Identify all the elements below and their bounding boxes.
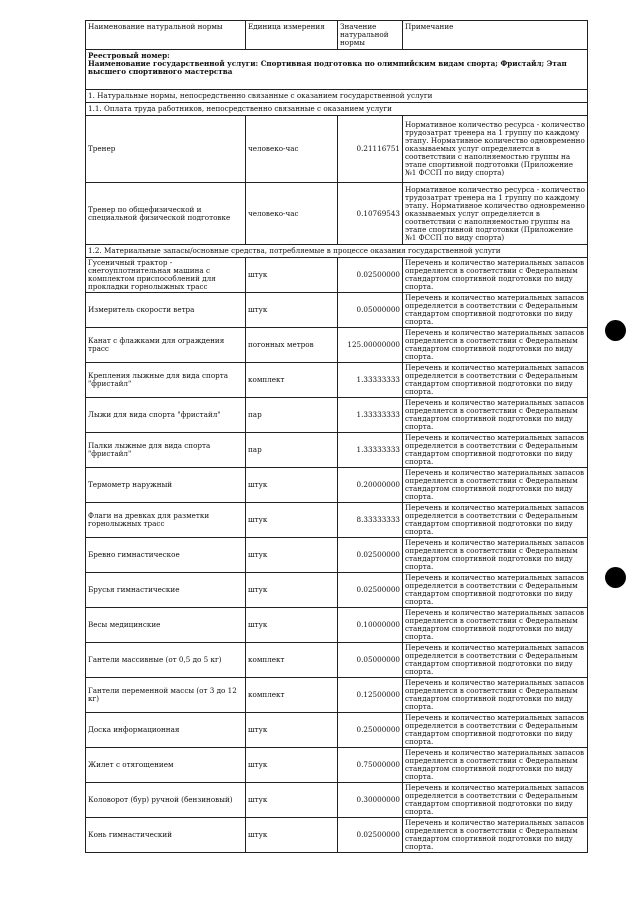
norm-unit: человеко-час bbox=[246, 116, 338, 183]
subsection-row bbox=[86, 245, 588, 258]
norms-table-body bbox=[86, 21, 588, 853]
material-value: 0.10000000 bbox=[338, 608, 403, 643]
material-unit: штук bbox=[246, 783, 338, 818]
material-note: Перечень и количество материальных запасов определяется в соответствии с Федеральным стандартом спортивной подготовки по виду спорта. bbox=[403, 713, 588, 748]
material-name: Канат с флажками для ограждения трасс bbox=[86, 328, 246, 363]
material-name: Коловорот (бур) ручной (бензиновый) bbox=[86, 783, 246, 818]
material-note: Перечень и количество материальных запасов определяется в соответствии с Федеральным стандартом спортивной подготовки по виду спорта. bbox=[403, 783, 588, 818]
material-note: Перечень и количество материальных запасов определяется в соответствии с Федеральным стандартом спортивной подготовки по виду спорта. bbox=[403, 538, 588, 573]
table-row bbox=[86, 328, 588, 363]
material-value: 0.20000000 bbox=[338, 468, 403, 503]
material-value: 0.25000000 bbox=[338, 713, 403, 748]
material-unit: пар bbox=[246, 398, 338, 433]
material-note: Перечень и количество материальных запасов определяется в соответствии с Федеральным стандартом спортивной подготовки по виду спорта. bbox=[403, 293, 588, 328]
table-row bbox=[86, 748, 588, 783]
material-name: Измеритель скорости ветра bbox=[86, 293, 246, 328]
material-value: 0.75000000 bbox=[338, 748, 403, 783]
material-note: Перечень и количество материальных запасов определяется в соответствии с Федеральным стандартом спортивной подготовки по виду спорта. bbox=[403, 818, 588, 853]
material-value: 1.33333333 bbox=[338, 363, 403, 398]
material-value: 0.12500000 bbox=[338, 678, 403, 713]
material-unit: пар bbox=[246, 433, 338, 468]
material-value: 1.33333333 bbox=[338, 398, 403, 433]
table-row bbox=[86, 433, 588, 468]
material-name: Гусеничный трактор - снегоуплотнительная машина с комплектом приспособлений для прокладки горнолыжных трасс bbox=[86, 258, 246, 293]
table-row bbox=[86, 468, 588, 503]
material-value: 0.05000000 bbox=[338, 293, 403, 328]
material-name: Лыжи для вида спорта "фристайл" bbox=[86, 398, 246, 433]
material-note: Перечень и количество материальных запасов определяется в соответствии с Федеральным стандартом спортивной подготовки по виду спорта. bbox=[403, 468, 588, 503]
header-note: Примечание bbox=[403, 21, 588, 50]
material-note: Перечень и количество материальных запасов определяется в соответствии с Федеральным стандартом спортивной подготовки по виду спорта. bbox=[403, 748, 588, 783]
material-note: Перечень и количество материальных запасов определяется в соответствии с Федеральным стандартом спортивной подготовки по виду спорта. bbox=[403, 363, 588, 398]
table-row bbox=[86, 783, 588, 818]
table-row bbox=[86, 818, 588, 853]
norms-table bbox=[85, 20, 588, 853]
table-row bbox=[86, 538, 588, 573]
material-value: 125.00000000 bbox=[338, 328, 403, 363]
material-name: Брусья гимнастические bbox=[86, 573, 246, 608]
material-value: 0.02500000 bbox=[338, 258, 403, 293]
material-value: 0.30000000 bbox=[338, 783, 403, 818]
material-name: Крепления лыжные для вида спорта "фристайл" bbox=[86, 363, 246, 398]
material-name: Флаги на древках для разметки горнолыжных трасс bbox=[86, 503, 246, 538]
material-unit: штук bbox=[246, 538, 338, 573]
table-row bbox=[86, 608, 588, 643]
punch-hole-mark bbox=[605, 567, 626, 588]
material-note: Перечень и количество материальных запасов определяется в соответствии с Федеральным стандартом спортивной подготовки по виду спорта. bbox=[403, 258, 588, 293]
material-value: 8.33333333 bbox=[338, 503, 403, 538]
registry-number: Реестровый номер: bbox=[88, 51, 170, 60]
material-value: 1.33333333 bbox=[338, 433, 403, 468]
material-note: Перечень и количество материальных запасов определяется в соответствии с Федеральным стандартом спортивной подготовки по виду спорта. bbox=[403, 643, 588, 678]
material-unit: штук bbox=[246, 468, 338, 503]
table-row bbox=[86, 678, 588, 713]
material-name: Гантели переменной массы (от 3 до 12 кг) bbox=[86, 678, 246, 713]
table-row bbox=[86, 116, 588, 183]
section-row bbox=[86, 90, 588, 103]
material-unit: штук bbox=[246, 748, 338, 783]
norm-name: Тренер bbox=[86, 116, 246, 183]
norm-unit: человеко-час bbox=[246, 183, 338, 245]
norm-value: 0.10769543 bbox=[338, 183, 403, 245]
material-note: Перечень и количество материальных запасов определяется в соответствии с Федеральным стандартом спортивной подготовки по виду спорта. bbox=[403, 573, 588, 608]
material-name: Палки лыжные для вида спорта "фристайл" bbox=[86, 433, 246, 468]
table-row bbox=[86, 258, 588, 293]
material-note: Перечень и количество материальных запасов определяется в соответствии с Федеральным стандартом спортивной подготовки по виду спорта. bbox=[403, 503, 588, 538]
material-value: 0.02500000 bbox=[338, 538, 403, 573]
subsection-title-labor: 1.1. Оплата труда работников, непосредственно связанные с оказанием услуги bbox=[86, 103, 588, 116]
material-value: 0.02500000 bbox=[338, 573, 403, 608]
material-unit: штук bbox=[246, 573, 338, 608]
material-note: Перечень и количество материальных запасов определяется в соответствии с Федеральным стандартом спортивной подготовки по виду спорта. bbox=[403, 678, 588, 713]
material-note: Перечень и количество материальных запасов определяется в соответствии с Федеральным стандартом спортивной подготовки по виду спорта. bbox=[403, 398, 588, 433]
material-unit: погонных метров bbox=[246, 328, 338, 363]
norm-note: Нормативное количество ресурса - количество трудозатрат тренера на 1 группу по каждому этапу. Нормативное количество одновременно оказываемых услуг определяется в соответствии с наполняемостью группы на этапе спортивной подготовки (Приложение №1 ФССП по виду спорта) bbox=[403, 183, 588, 245]
material-unit: комплект bbox=[246, 363, 338, 398]
table-row bbox=[86, 573, 588, 608]
service-name: Наименование государственной услуги: Спортивная подготовка по олимпийским видам спорта; Фристайл; Этап высшего спортивного мастерства bbox=[88, 59, 567, 76]
material-unit: штук bbox=[246, 258, 338, 293]
material-unit: комплект bbox=[246, 678, 338, 713]
table-row bbox=[86, 363, 588, 398]
material-unit: штук bbox=[246, 503, 338, 538]
material-unit: комплект bbox=[246, 643, 338, 678]
punch-hole-mark bbox=[605, 320, 626, 341]
registry-row bbox=[86, 50, 588, 90]
table-row bbox=[86, 398, 588, 433]
material-value: 0.05000000 bbox=[338, 643, 403, 678]
table-row bbox=[86, 503, 588, 538]
material-unit: штук bbox=[246, 293, 338, 328]
material-name: Бревно гимнастическое bbox=[86, 538, 246, 573]
norm-value: 0.21116751 bbox=[338, 116, 403, 183]
subsection-row bbox=[86, 103, 588, 116]
registry-cell bbox=[86, 50, 588, 90]
material-unit: штук bbox=[246, 713, 338, 748]
table-row bbox=[86, 643, 588, 678]
header-unit: Единица измерения bbox=[246, 21, 338, 50]
material-name: Гантели массивные (от 0,5 до 5 кг) bbox=[86, 643, 246, 678]
norm-name: Тренер по общефизической и специальной физической подготовке bbox=[86, 183, 246, 245]
material-unit: штук bbox=[246, 608, 338, 643]
material-note: Перечень и количество материальных запасов определяется в соответствии с Федеральным стандартом спортивной подготовки по виду спорта. bbox=[403, 608, 588, 643]
header-norm-name: Наименование натуральной нормы bbox=[86, 21, 246, 50]
table-header-row bbox=[86, 21, 588, 50]
table-row bbox=[86, 713, 588, 748]
material-name: Конь гимнастический bbox=[86, 818, 246, 853]
material-name: Весы медицинские bbox=[86, 608, 246, 643]
table-row bbox=[86, 293, 588, 328]
material-name: Термометр наружный bbox=[86, 468, 246, 503]
table-row bbox=[86, 183, 588, 245]
norm-note: Нормативное количество ресурса - количество трудозатрат тренера на 1 группу по каждому этапу. Нормативное количество одновременно оказываемых услуг определяется в соответствии с наполняемостью группы на этапе спортивной подготовки (Приложение №1 ФССП по виду спорта) bbox=[403, 116, 588, 183]
material-note: Перечень и количество материальных запасов определяется в соответствии с Федеральным стандартом спортивной подготовки по виду спорта. bbox=[403, 433, 588, 468]
material-note: Перечень и количество материальных запасов определяется в соответствии с Федеральным стандартом спортивной подготовки по виду спорта. bbox=[403, 328, 588, 363]
material-value: 0.02500000 bbox=[338, 818, 403, 853]
material-name: Жилет с отягощением bbox=[86, 748, 246, 783]
header-value: Значение натуральной нормы bbox=[338, 21, 403, 50]
section-title: 1. Натуральные нормы, непосредственно связанные с оказанием государственной услуги bbox=[86, 90, 588, 103]
subsection-title-materials: 1.2. Материальные запасы/основные средства, потребляемые в процессе оказания государственной услуги bbox=[86, 245, 588, 258]
material-name: Доска информационная bbox=[86, 713, 246, 748]
material-unit: штук bbox=[246, 818, 338, 853]
